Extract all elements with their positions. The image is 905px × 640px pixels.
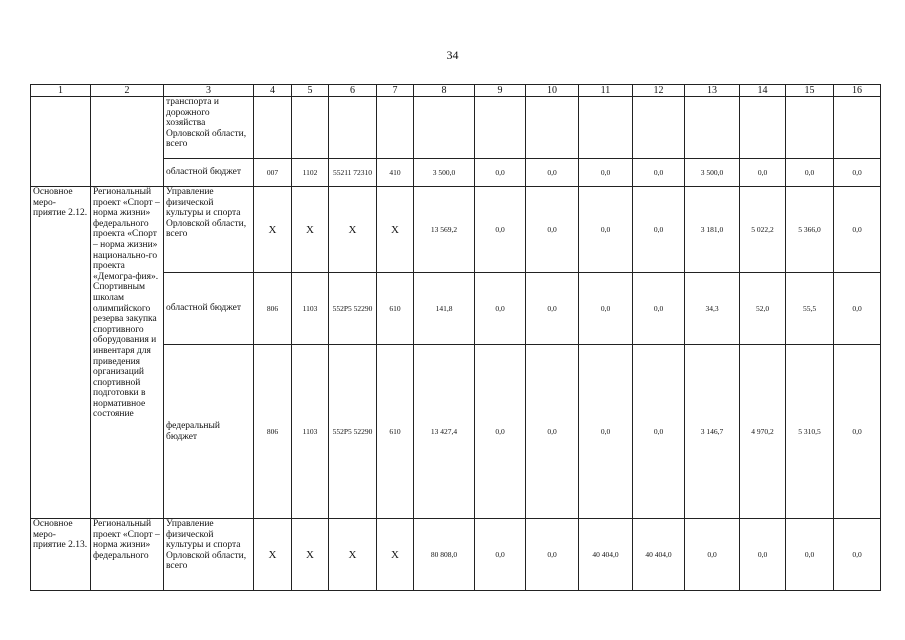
table-cell: 5 022,2: [740, 187, 786, 273]
table-cell: 552P5 52290: [329, 345, 377, 519]
table-cell: 0,0: [834, 187, 881, 273]
table-cell: [292, 97, 329, 159]
table-cell: 40 404,0: [633, 519, 685, 591]
table-cell: 0,0: [834, 345, 881, 519]
activity-number-cell: Основное меро-приятие 2.13.: [31, 519, 91, 591]
header-cell: 10: [526, 85, 579, 97]
table-cell: [254, 97, 292, 159]
header-cell: 6: [329, 85, 377, 97]
table-cell: 0,0: [633, 273, 685, 345]
table-cell: 0,0: [579, 187, 633, 273]
header-cell: 15: [786, 85, 834, 97]
table-cell: 0,0: [526, 159, 579, 187]
table-cell: [579, 97, 633, 159]
table-cell: 0,0: [475, 159, 526, 187]
table-cell: 0,0: [685, 519, 740, 591]
program-table: [30, 84, 881, 591]
table-cell: 55211 72310: [329, 159, 377, 187]
table-cell: 610: [377, 273, 414, 345]
table-cell: 141,8: [414, 273, 475, 345]
header-cell: 7: [377, 85, 414, 97]
table-cell: 0,0: [475, 345, 526, 519]
activity-number-cell: Основное меро-приятие 2.12.: [31, 187, 91, 519]
table-cell: 1102: [292, 159, 329, 187]
table-cell: 55,5: [786, 273, 834, 345]
table-cell: 806: [254, 273, 292, 345]
header-cell: 8: [414, 85, 475, 97]
header-cell: 13: [685, 85, 740, 97]
table-cell: [786, 97, 834, 159]
header-cell: 9: [475, 85, 526, 97]
table-cell: 0,0: [526, 273, 579, 345]
table-cell: 0,0: [475, 519, 526, 591]
table-cell: 40 404,0: [579, 519, 633, 591]
executor-cell: областной бюджет: [164, 159, 254, 187]
table-cell: 0,0: [633, 159, 685, 187]
table-cell: 0,0: [526, 519, 579, 591]
table-cell: 0,0: [786, 159, 834, 187]
table-cell: 5 310,5: [786, 345, 834, 519]
table-cell: 0,0: [834, 159, 881, 187]
table-cell: [633, 97, 685, 159]
table-cell: 0,0: [526, 187, 579, 273]
table-cell: Х: [329, 187, 377, 273]
table-row: [31, 519, 881, 591]
table-cell: 0,0: [740, 159, 786, 187]
table-cell: [475, 97, 526, 159]
table-row: [31, 187, 881, 273]
executor-cell: транспорта и дорожного хозяйства Орловской области, всего: [164, 97, 254, 159]
header-cell: 5: [292, 85, 329, 97]
header-cell: 4: [254, 85, 292, 97]
table-cell: Х: [254, 187, 292, 273]
table-cell: Х: [292, 187, 329, 273]
table-cell: [685, 97, 740, 159]
header-cell: 14: [740, 85, 786, 97]
page-number: 34: [446, 48, 459, 62]
table-cell: 806: [254, 345, 292, 519]
header-cell: 3: [164, 85, 254, 97]
table-cell: [740, 97, 786, 159]
table-cell: [329, 97, 377, 159]
table-cell: 552P5 52290: [329, 273, 377, 345]
activity-description-cell: Региональный проект «Спорт – норма жизни» федерального проекта «Спорт – норма жизни» национально-го проекта «Демогра-фия». Спортивным школам олимпийского резерва закупка спортивного оборудования и инвентаря для приведения организаций спортивной подготовки в нормативное состояние: [91, 187, 164, 519]
table-cell: Х: [377, 187, 414, 273]
table-cell: 0,0: [579, 345, 633, 519]
table-cell: 0,0: [834, 273, 881, 345]
table-cell: 3 146,7: [685, 345, 740, 519]
table-cell: 13 569,2: [414, 187, 475, 273]
table-cell: 0,0: [475, 273, 526, 345]
header-cell: 16: [834, 85, 881, 97]
header-row: [31, 85, 881, 97]
table-cell: 0,0: [526, 345, 579, 519]
table-cell: 34,3: [685, 273, 740, 345]
table-cell: 4 970,2: [740, 345, 786, 519]
table-cell: 0,0: [579, 159, 633, 187]
header-cell: 1: [31, 85, 91, 97]
table-cell: Х: [377, 519, 414, 591]
table-cell: 5 366,0: [786, 187, 834, 273]
executor-cell: федеральный бюджет: [164, 345, 254, 519]
table-cell: [526, 97, 579, 159]
table-row: [31, 97, 881, 159]
table-cell: 52,0: [740, 273, 786, 345]
header-cell: 2: [91, 85, 164, 97]
table-cell: 0,0: [633, 187, 685, 273]
table-cell: 1103: [292, 273, 329, 345]
table-cell: [377, 97, 414, 159]
table-cell: 0,0: [475, 187, 526, 273]
header-cell: 11: [579, 85, 633, 97]
table-cell: [414, 97, 475, 159]
activity-description-cell: Региональный проект «Спорт – норма жизни» федерального: [91, 519, 164, 591]
table-cell: 3 500,0: [685, 159, 740, 187]
table-cell: 3 500,0: [414, 159, 475, 187]
table-cell: 0,0: [786, 519, 834, 591]
table-cell: 610: [377, 345, 414, 519]
table-cell: 007: [254, 159, 292, 187]
executor-cell: Управление физической культуры и спорта Орловской области, всего: [164, 519, 254, 591]
table-cell: 1103: [292, 345, 329, 519]
table-cell: 0,0: [834, 519, 881, 591]
table-cell: Х: [292, 519, 329, 591]
executor-cell: областной бюджет: [164, 273, 254, 345]
table-cell: [91, 97, 164, 187]
table-cell: 410: [377, 159, 414, 187]
table-cell: [834, 97, 881, 159]
table-cell: [31, 97, 91, 187]
header-cell: 12: [633, 85, 685, 97]
executor-cell: Управление физической культуры и спорта Орловской области, всего: [164, 187, 254, 273]
table-cell: 13 427,4: [414, 345, 475, 519]
table-cell: Х: [329, 519, 377, 591]
table-cell: 0,0: [633, 345, 685, 519]
table-cell: 80 808,0: [414, 519, 475, 591]
table-cell: 3 181,0: [685, 187, 740, 273]
table-cell: Х: [254, 519, 292, 591]
table-cell: 0,0: [579, 273, 633, 345]
table-cell: 0,0: [740, 519, 786, 591]
